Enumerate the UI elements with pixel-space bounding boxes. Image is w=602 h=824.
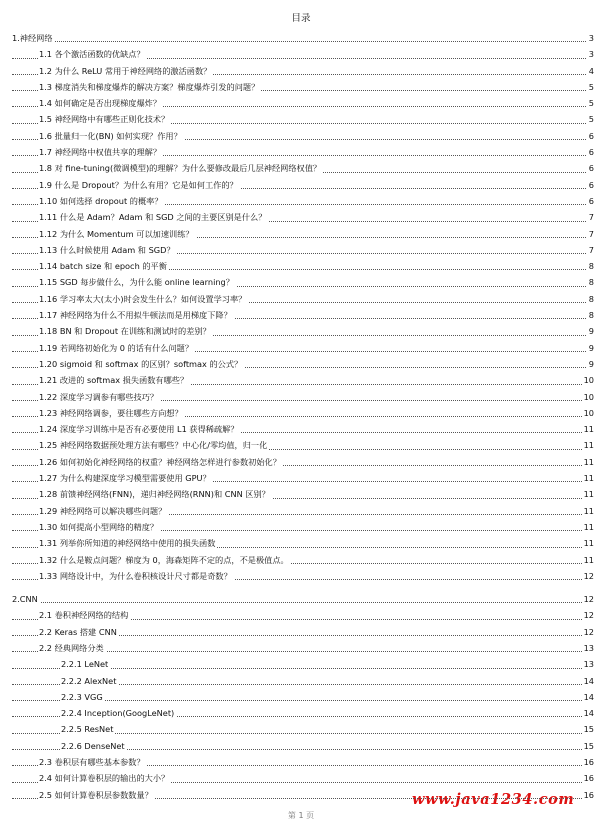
toc-section-entry[interactable] [0,111,602,127]
toc-entry-text: 2.CNN [12,594,38,605]
toc-entry-text: 1.13 什么时候使用 Adam 和 SGD？ [39,244,175,255]
toc-entry-text: 2.3 卷积层有哪些基本参数？ [39,757,145,768]
toc-entry-text: 1.4 如何确定是否出现梯度爆炸？ [39,98,162,109]
toc-section-entry[interactable] [0,242,602,258]
toc-entry-text: 1.28 前馈神经网络(FNN)，递归神经网络(RNN)和 CNN 区别？ [39,489,270,500]
toc-entry-text: 1.21 改进的 softmax 损失函数有哪些？ [39,375,189,386]
toc-title: 目录 [291,13,311,24]
toc-page-number: 11 [582,503,594,519]
toc-entry-text: 1.19 若网络初始化为 0 的话有什么问题？ [39,342,194,353]
toc-section-entry[interactable] [0,486,602,502]
toc-page-number: 14 [582,705,594,721]
toc-page-number: 10 [582,389,594,405]
toc-section-entry[interactable] [0,372,602,388]
toc-entry-text: 1.24 深度学习训练中是否有必要使用 L1 获得稀疏解？ [39,424,239,435]
toc-entry-text: 1.30 如何提高小型网络的精度？ [39,521,159,532]
toc-subsection-entry[interactable] [0,689,602,705]
toc-entry-text: 1.6 批量归一化(BN) 如何实现？作用？ [39,130,182,141]
toc-entry-text: 1.18 BN 和 Dropout 在训练和测试时的差别？ [39,326,211,337]
toc-page-number: 11 [582,535,594,551]
toc-entry-text: 1.2 为什么 ReLU 常用于神经网络的激活函数？ [39,65,212,76]
toc-page-number: 15 [582,721,594,737]
toc-entry-text: 1.3 梯度消失和梯度爆炸的解决方案？梯度爆炸引发的问题？ [39,81,260,92]
toc-page-number: 16 [582,754,594,770]
toc-page-number: 7 [587,226,594,242]
toc-page-number: 12 [582,591,594,607]
toc-page-number: 6 [587,177,594,193]
toc-entry-text: 1.23 神经网络调参，要往哪些方向想？ [39,407,183,418]
toc-entry-text: 2.4 如何计算卷积层的输出的大小？ [39,773,170,784]
toc-page-number: 11 [582,421,594,437]
toc-section-entry[interactable] [0,128,602,144]
toc-page-number: 14 [582,673,594,689]
toc-page-number: 5 [587,79,594,95]
toc-chapter-entry[interactable] [0,30,602,46]
toc-entry-text: 2.2.1 LeNet [61,659,109,670]
toc-page-number: 6 [587,160,594,176]
toc-page-number: 4 [587,63,594,79]
toc-entry-text: 1.22 深度学习调参有哪些技巧？ [39,391,159,402]
toc-section-entry[interactable] [0,79,602,95]
toc-section-entry[interactable] [0,274,602,290]
toc-section-entry[interactable] [0,624,602,640]
toc-section-entry[interactable] [0,323,602,339]
toc-section-entry[interactable] [0,356,602,372]
toc-section-entry[interactable] [0,160,602,176]
toc-entry-text: 1.14 batch size 和 epoch 的平衡 [39,261,167,272]
page-footer: 第 1 页 [287,811,315,820]
toc-page-number: 9 [587,323,594,339]
toc-entry-text: 1.17 神经网络为什么不用拟牛顿法而是用梯度下降？ [39,310,232,321]
toc-entry-text: 1.31 列举你所知道的神经网络中使用的损失函数 [39,538,216,549]
toc-page-number: 11 [582,552,594,568]
toc-page-number: 11 [582,486,594,502]
table-of-contents [0,30,602,803]
toc-page-number: 16 [582,770,594,786]
toc-entry-text: 1.15 SGD 每步做什么，为什么能 online learning？ [39,277,234,288]
toc-section-entry[interactable] [0,454,602,470]
toc-section-entry[interactable] [0,421,602,437]
toc-section-entry[interactable] [0,177,602,193]
toc-page-number: 9 [587,340,594,356]
toc-section-entry[interactable] [0,144,602,160]
toc-entry-text: 2.2.6 DenseNet [61,740,125,751]
toc-section-entry[interactable] [0,291,602,307]
toc-page-number: 10 [582,372,594,388]
toc-page-number: 16 [582,787,594,803]
toc-section-entry[interactable] [0,503,602,519]
toc-page-number: 5 [587,111,594,127]
toc-entry-text: 2.2.3 VGG [61,691,103,702]
toc-page-number: 13 [582,640,594,656]
toc-entry-text: 2.1 卷积神经网络的结构 [39,610,129,621]
toc-section-entry[interactable] [0,389,602,405]
toc-entry-text: 1.5 神经网络中有哪些正则化技术？ [39,114,170,125]
toc-section-entry[interactable] [0,193,602,209]
toc-entry-text: 1.27 为什么构建深度学习模型需要使用 GPU？ [39,473,211,484]
toc-page-number: 12 [582,568,594,584]
toc-entry-text: 2.2.2 AlexNet [61,675,117,686]
toc-section-entry[interactable] [0,552,602,568]
toc-page-number: 8 [587,258,594,274]
toc-subsection-entry[interactable] [0,705,602,721]
toc-page-number: 3 [587,46,594,62]
toc-page-number: 8 [587,291,594,307]
toc-chapter-entry[interactable] [0,591,602,607]
toc-section-entry[interactable] [0,63,602,79]
toc-page-number: 8 [587,307,594,323]
toc-section-entry[interactable] [0,226,602,242]
toc-entry-text: 1.16 学习率太大(太小)时会发生什么？如何设置学习率？ [39,293,247,304]
toc-page-number: 13 [582,656,594,672]
toc-section-entry[interactable] [0,535,602,551]
toc-entry-text: 1.11 什么是 Adam？Adam 和 SGD 之间的主要区别是什么？ [39,212,267,223]
toc-page-number: 7 [587,242,594,258]
toc-entry-text: 1.神经网络 [12,33,53,43]
toc-entry-text: 1.32 什么是鞍点问题？梯度为 0，海森矩阵不定的点，不是极值点。 [39,554,289,565]
toc-page-number: 11 [582,519,594,535]
toc-subsection-entry[interactable] [0,721,602,737]
toc-entry-text: 1.8 对 fine-tuning(微调模型)的理解？为什么要修改最后几层神经网络权值？ [39,163,322,174]
watermark: www.java1234.com [412,791,575,808]
toc-page-number: 6 [587,144,594,160]
toc-subsection-entry[interactable] [0,738,602,754]
toc-section-entry[interactable] [0,519,602,535]
toc-page-number: 11 [582,437,594,453]
toc-entry-text: 2.5 如何计算卷积层参数数量？ [39,789,153,800]
toc-section-entry[interactable] [0,340,602,356]
toc-section-entry[interactable] [0,405,602,421]
toc-page-number: 15 [582,738,594,754]
toc-subsection-entry[interactable] [0,656,602,672]
toc-section-entry[interactable] [0,258,602,274]
toc-entry-text: 1.1 各个激活函数的优缺点？ [39,49,145,60]
toc-section-entry[interactable] [0,95,602,111]
toc-page-number: 14 [582,689,594,705]
toc-entry-text: 2.2 经典网络分类 [39,642,104,653]
toc-entry-text: 2.2.5 ResNet [61,724,114,735]
toc-page-number: 11 [582,454,594,470]
toc-page-number: 10 [582,405,594,421]
toc-page-number: 3 [587,30,594,46]
toc-entry-text: 1.10 如何选择 dropout 的概率？ [39,195,163,206]
toc-entry-text: 1.26 如何初始化神经网络的权重？神经网络怎样进行参数初始化？ [39,456,281,467]
toc-entry-text: 1.9 什么是 Dropout？为什么有用？它是如何工作的？ [39,179,238,190]
toc-entry-text: 2.2.4 Inception(GoogLeNet) [61,708,175,719]
toc-entry-text: 1.12 为什么 Momentum 可以加速训练？ [39,228,194,239]
toc-page-number: 11 [582,470,594,486]
toc-page-number: 6 [587,193,594,209]
toc-section-entry[interactable] [0,770,602,786]
toc-section-entry[interactable] [0,46,602,62]
toc-entry-text: 1.25 神经网络数据预处理方法有哪些？中心化/零均值，归一化 [39,440,268,451]
toc-section-entry[interactable] [0,568,602,584]
toc-section-entry[interactable] [0,209,602,225]
toc-section-entry[interactable] [0,307,602,323]
toc-page-number: 5 [587,95,594,111]
toc-dot-leader [12,41,586,42]
toc-entry-text: 1.20 sigmoid 和 softmax 的区别？softmax 的公式？ [39,358,243,369]
toc-page-number: 12 [582,607,594,623]
toc-entry-text: 1.29 神经网络可以解决哪些问题？ [39,505,167,516]
toc-section-entry[interactable] [0,607,602,623]
toc-section-entry[interactable] [0,470,602,486]
toc-section-entry[interactable] [0,640,602,656]
toc-page-number: 8 [587,274,594,290]
toc-entry-text: 1.33 网络设计中，为什么卷积核设计尺寸都是奇数？ [39,570,232,581]
toc-dot-leader [12,602,586,603]
toc-entry-text: 2.2 Keras 搭建 CNN [39,626,117,637]
toc-page-number: 9 [587,356,594,372]
toc-page-number: 12 [582,624,594,640]
toc-page-number: 7 [587,209,594,225]
toc-entry-text: 1.7 神经网络中权值共享的理解？ [39,147,162,158]
toc-section-entry[interactable] [0,437,602,453]
toc-section-entry[interactable] [0,754,602,770]
toc-subsection-entry[interactable] [0,673,602,689]
toc-page-number: 6 [587,128,594,144]
